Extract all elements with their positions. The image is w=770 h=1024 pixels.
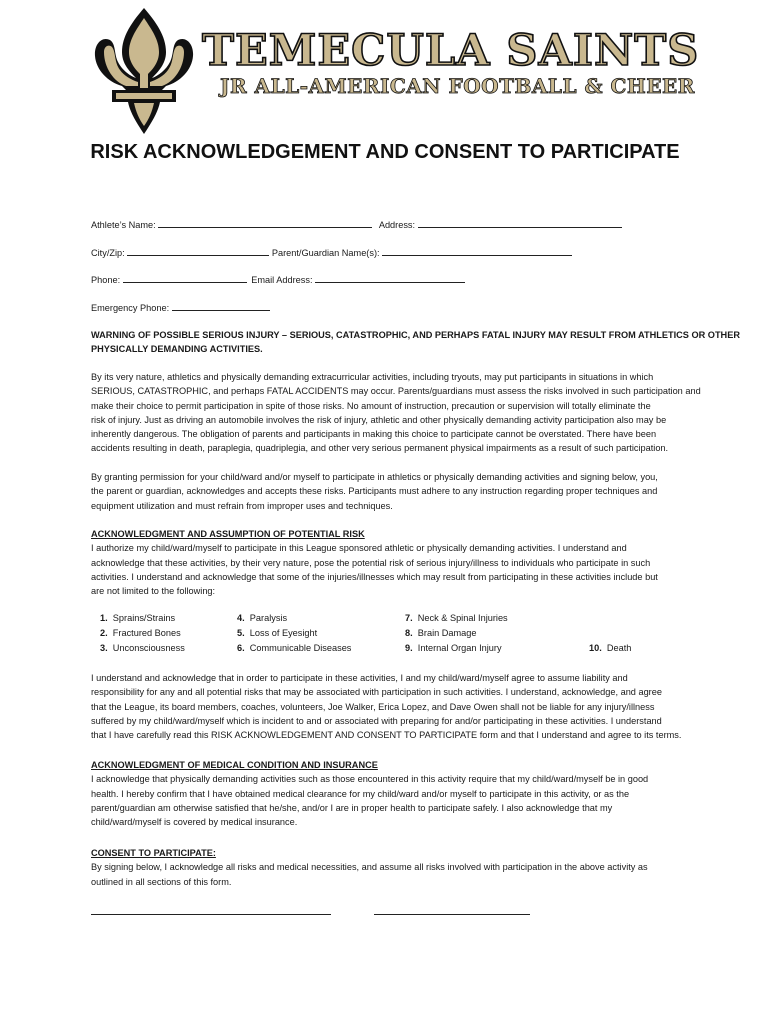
- phone-label: Phone:: [91, 275, 121, 285]
- ack-medical-heading: ACKNOWLEDGMENT OF MEDICAL CONDITION AND INSURANCE: [91, 760, 378, 770]
- city-zip-label: City/Zip:: [91, 248, 125, 258]
- phone-field[interactable]: [123, 273, 247, 283]
- ack-medical-section: ACKNOWLEDGMENT OF MEDICAL CONDITION AND INSURANCE I acknowledge that physically demanding activities such as those encountered in this activity require that my child/ward/myself be in good health. I hereby confirm that I have obtained medical clearance for my child/ward and/or myself to participate in this activity, or as the parent/guardian am otherwise satisfied that he/she, and/or I are in proper health to participate safely. I also acknowledge that my child/ward/myself is covered by medical insurance.: [91, 758, 691, 829]
- list-item: 10. Death: [589, 643, 632, 653]
- injury-list: [100, 613, 640, 658]
- list-item: 3. Unconsciousness: [100, 643, 185, 653]
- header: [92, 6, 700, 138]
- field-row-athlete: [91, 218, 622, 230]
- org-subtitle: JR ALL-AMERICAN FOOTBALL & CHEER: [220, 74, 695, 98]
- list-item: 7. Neck & Spinal Injuries: [405, 613, 508, 623]
- athlete-name-label: Athlete’s Name:: [91, 220, 156, 230]
- fleur-de-lis-icon: [92, 6, 196, 138]
- field-row-emergency: [91, 301, 270, 313]
- list-item: 2. Fractured Bones: [100, 628, 181, 638]
- field-row-city: [91, 246, 572, 258]
- list-item: 8. Brain Damage: [405, 628, 477, 638]
- athlete-name-field[interactable]: [158, 218, 372, 228]
- city-zip-field[interactable]: [127, 246, 269, 256]
- signature-field[interactable]: [91, 913, 331, 915]
- liability-paragraph: I understand and acknowledge that in order to participate in these activities, I and my child/ward/myself agree to assume liability and responsibility for any and all potential risks that may be associated with participation in such activities. I understand, acknowledge, and agree that the League, its board members, coaches, volunteers, Joe Walker, Erica Lopez, and Dave Owen shall not be liable for any injury/illness suffered by my child/ward/myself which is incident to and or associated with preparing for and/or participating in these activities. I understand that I have carefully read this RISK ACKNOWLEDGEMENT AND CONSENT TO PARTICIPATE form and that I understand and agree to its terms.: [91, 673, 682, 741]
- emergency-label: Emergency Phone:: [91, 303, 170, 313]
- list-item: 4. Paralysis: [237, 613, 288, 623]
- ack-risk-section: ACKNOWLEDGMENT AND ASSUMPTION OF POTENTIAL RISK I authorize my child/ward/myself to participate in this League sponsored athletic or physically demanding activities. I understand and acknowledge that these activities, by their very nature, pose the potential risk of serious injury/illness to individuals who participate in such activities. I understand and acknowledge that some of the injuries/illnesses which may result from participating in these activities include but are not limited to the following:: [91, 527, 691, 598]
- parent-label: Parent/Guardian Name(s):: [271, 248, 380, 258]
- list-item: 1. Sprains/Strains: [100, 613, 176, 623]
- date-field[interactable]: [374, 913, 530, 915]
- list-item: 9. Internal Organ Injury: [405, 643, 502, 653]
- consent-heading: CONSENT TO PARTICIPATE:: [91, 848, 216, 858]
- emergency-field[interactable]: [172, 301, 270, 311]
- list-item: 6. Communicable Diseases: [237, 643, 352, 653]
- warning-text: WARNING OF POSSIBLE SERIOUS INJURY – SERIOUS, CATASTROPHIC, AND PERHAPS FATAL INJURY MAY RESULT FROM ATHLETICS OR OTHER PHYSICALLY DEMANDING ACTIVITIES.: [91, 330, 740, 355]
- org-name: TEMECULA SAINTS: [202, 26, 700, 76]
- field-row-phone: [91, 273, 465, 285]
- email-label: Email Address:: [251, 275, 313, 285]
- document-title: RISK ACKNOWLEDGEMENT AND CONSENT TO PARTICIPATE: [90, 141, 680, 163]
- intro-paragraph: By its very nature, athletics and physically demanding extracurricular activities, including tryouts, may put participants in situations in which SERIOUS, CATASTROPHIC, and perhaps FATAL ACCIDENTS may occur. Parents/guardians must assess the risks involved in such participation and make their choice to permit participation in spite of those risks. No amount of instruction, precaution or supervision will totally eliminate the risk of injury. Just as driving an automobile involves the risk of injury, athletic and other physically demanding activity participation also may be inherently dangerous. The obligation of parents and participants in making this choice to participate cannot be overstated. There have been accidents resulting in death, paraplegia, quadriplegia, and other very serious permanent physical impairments as a result of such participation.: [91, 372, 701, 454]
- list-item: 5. Loss of Eyesight: [237, 628, 318, 638]
- address-field[interactable]: [418, 218, 622, 228]
- permission-paragraph: By granting permission for your child/ward and/or myself to participate in athletics or physically demanding activities and signing below, you, the parent or guardian, acknowledges and accepts these risks. Participants must adhere to any instruction regarding proper techniques and equipment utilization and must refrain from improper uses and techniques.: [91, 472, 658, 511]
- consent-section: CONSENT TO PARTICIPATE: By signing below, I acknowledge all risks and medical necessities, and assume all risks involved with participation in the above activity as outlined in all sections of this form.: [91, 846, 691, 889]
- ack-risk-heading: ACKNOWLEDGMENT AND ASSUMPTION OF POTENTIAL RISK: [91, 529, 365, 539]
- email-field[interactable]: [315, 273, 465, 283]
- address-label: Address:: [378, 220, 416, 230]
- parent-field[interactable]: [382, 246, 572, 256]
